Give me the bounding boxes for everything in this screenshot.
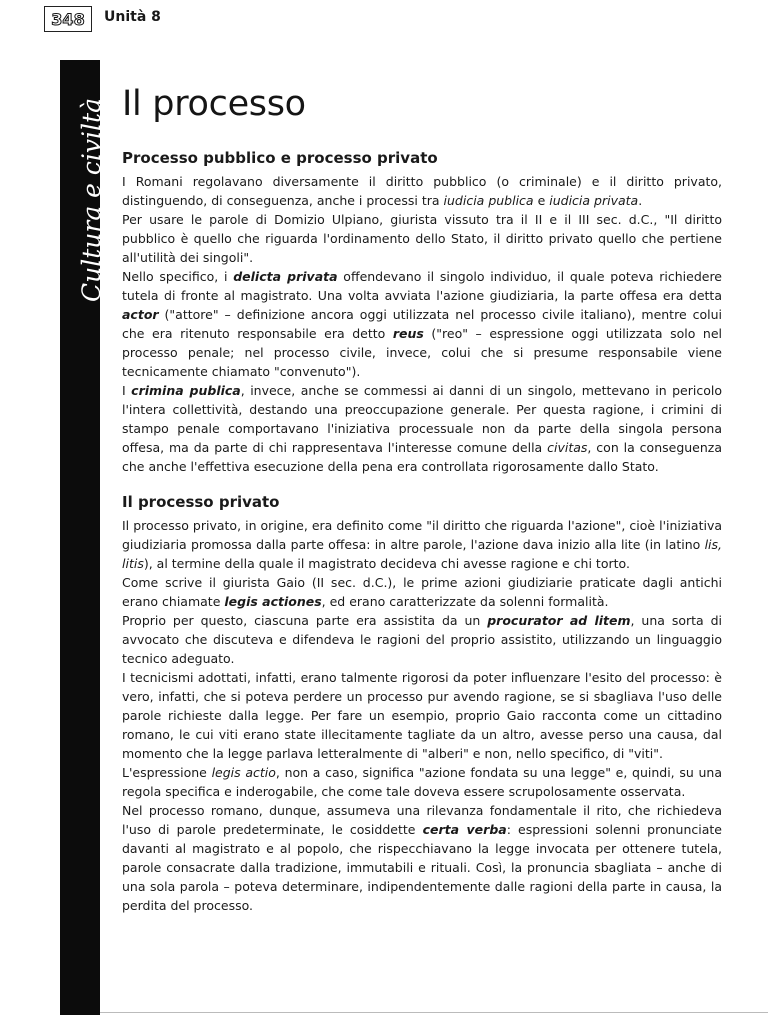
- paragraph: Nello specifico, i delicta privata offendevano il singolo individuo, il quale poteva richiedere tutela di fronte al magistrato. Una volta avviata l'azione giudiziaria, la parte offesa era detta actor ("attore" – definizione ancora oggi utilizzata nel processo civile italiano), mentre colui che era ritenuto responsabile era detto reus ("reo" – espressione oggi utilizzata solo nel processo penale; nel processo civile, invece, colui che si presume responsabile viene tecnicamente chiamato "convenuto").: [122, 269, 722, 379]
- paragraph: I Romani regolavano diversamente il diritto pubblico (o criminale) e il diritto privato, distinguendo, di conseguenza, anche i processi tra iudicia publica e iudicia privata.: [122, 174, 722, 208]
- paragraph: L'espressione legis actio, non a caso, significa "azione fondata su una legge" e, quindi, su una regola specifica e inderogabile, che come tale doveva essere scrupolosamente osservata.: [122, 765, 722, 799]
- paragraph: Come scrive il giurista Gaio (II sec. d.C.), le prime azioni giudiziarie praticate dagli antichi erano chiamate legis actiones, ed erano caratterizzate da solenni formalità.: [122, 575, 722, 609]
- unit-title: Unità 8: [104, 9, 161, 25]
- page-number: 348: [44, 6, 92, 32]
- paragraph: I crimina publica, invece, anche se commessi ai danni di un singolo, mettevano in pericolo l'intera collettività, destando una preoccupazione generale. Per questa ragione, i crimini di stampo penale comportavano l'iniziativa processuale non da parte della singola persona offesa, ma da parte di chi rappresentava l'interesse comune della civitas, con la conseguenza che anche l'effettiva esecuzione della pena era controllata rigorosamente dallo Stato.: [122, 383, 723, 474]
- article-body: [122, 146, 722, 915]
- section-heading: Il processo privato: [122, 493, 280, 511]
- section-heading: Processo pubblico e processo privato: [122, 149, 438, 167]
- paragraph: Nel processo romano, dunque, assumeva una rilevanza fondamentale il rito, che richiedeva l'uso di parole predeterminate, le cosiddette certa verba: espressioni solenni pronunciate davanti al magistrato e al popolo, che rispecchiavano la legge invocata per ottenere tutela, parole consacrate dalla tradizione, immutabili e rituali. Così, la pronuncia sbagliata – anche di una sola parola – poteva determinare, indipendentemente dalle ragioni della parte in causa, la perdita del processo.: [122, 803, 722, 913]
- paragraph: Per usare le parole di Domizio Ulpiano, giurista vissuto tra il II e il III sec. d.C., "Il diritto pubblico è quello che riguarda l'ordinamento dello Stato, il diritto privato quello che pertiene all'utilità dei singoli".: [122, 212, 722, 265]
- paragraph: I tecnicismi adottati, infatti, erano talmente rigorosi da poter influenzare l'esito del processo: è vero, infatti, che si poteva perdere un processo pur avendo ragione, se si sbagliava l'uso delle parole richieste dalla legge. Per fare un esempio, proprio Gaio racconta come un cittadino romano, le cui viti erano state illecitamente tagliate da un altro, avesse perso una causa, dal momento che la legge parlava letteralmente di "alberi" e non, nello specifico, di "viti".: [122, 670, 722, 761]
- sidebar-label: Cultura e civiltà: [77, 98, 106, 302]
- paragraph: Il processo privato, in origine, era definito come "il diritto che riguarda l'azione", cioè l'iniziativa giudiziaria promossa dalla parte offesa: in altre parole, l'azione dava inizio alla lite (in latino lis, litis), al termine della quale il magistrato decideva chi avesse ragione e chi torto.: [122, 518, 722, 571]
- page-title: Il processo: [122, 84, 306, 124]
- sidebar-band: [60, 60, 106, 1015]
- paragraph: Proprio per questo, ciascuna parte era assistita da un procurator ad litem, una sorta di avvocato che discuteva e difendeva le ragioni del proprio assistito, utilizzando un linguaggio tecnico adeguato.: [122, 613, 722, 666]
- page-edge-divider: [100, 1012, 768, 1013]
